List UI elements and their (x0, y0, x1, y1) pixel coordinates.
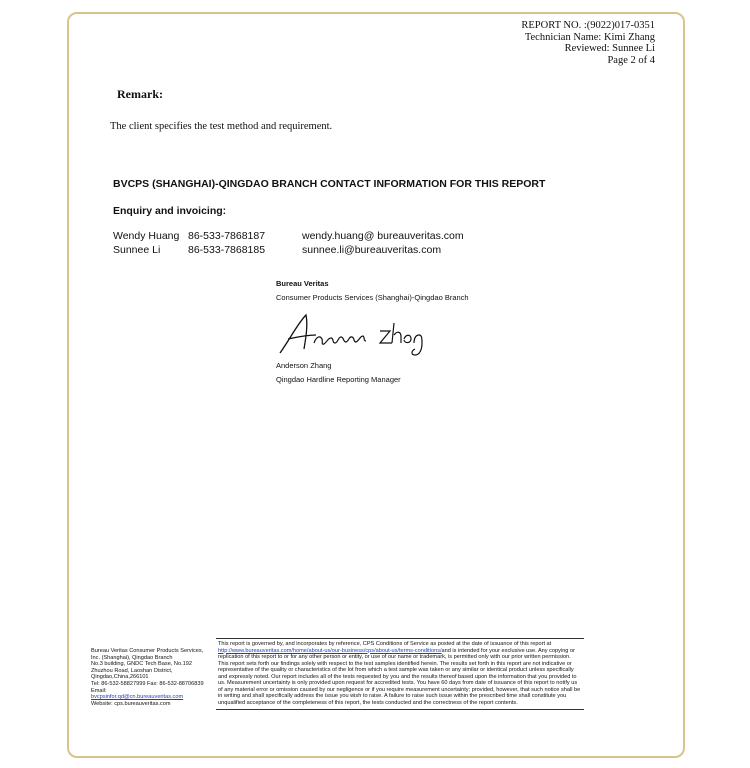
footer-address: No.3 building, GNDC Tech Base, No.192 Zhuzhou Road, Laoshan District, Qingdao,China,266101 (91, 661, 192, 681)
signatory-role: Qingdao Hardline Reporting Manager (276, 375, 401, 384)
contact-phone: 86-533-7868185 (188, 244, 266, 256)
contact-phone: 86-533-7868187 (188, 230, 266, 242)
signatory-name: Anderson Zhang (276, 361, 332, 370)
reviewed-by: Reviewed: Sunnee Li (564, 43, 655, 54)
contact-email: sunnee.li@bureauveritas.com (302, 244, 442, 256)
contact-section-title: BVCPS (SHANGHAI)-QINGDAO BRANCH CONTACT INFORMATION FOR THIS REPORT (113, 178, 546, 190)
contact-name: Wendy Huang (113, 230, 180, 242)
signature-branch: Consumer Products Services (Shanghai)-Qingdao Branch (276, 293, 469, 302)
footer-company: Bureau Veritas Consumer Products Services, Inc. (Shanghai), Qingdao Branch (91, 648, 204, 661)
disclaimer-text-rest: and is intended for your exclusive use. Any copying or replication of this report to or for any other person or entity, or use of our name or trademark, is permitted only with our prior written permission. This report sets forth our findings solely with respect to the test samples identified herein. The results set forth in this report are not indicative or representative of the quality or characteristics of the lot from which a test sample was taken or any similar or identical product unless specifically and expressly noted. Our report includes all of the tests requested by you and the results thereof based upon the information that you provided to us. Measurement uncertainty is only provided upon request for accredited tests. You have 60 days from date of issuance of this report to notify us of any material error or omission caused by our negligence or if you require measurement uncertainty; provided, however, that such notice shall be in writing and shall specifically address the issue you wish to raise. A failure to raise such issue within the prescribed time shall constitute you unqualified acceptance of the completeness of this report, the tests conducted and the correctness of the report contents. (218, 647, 581, 706)
contact-email: wendy.huang@ bureauveritas.com (302, 230, 464, 242)
handwritten-signature (276, 309, 436, 357)
enquiry-label: Enquiry and invoicing: (113, 205, 227, 217)
footer-address-block (91, 648, 209, 707)
report-number: REPORT NO. :(9022)017-0351 (521, 20, 655, 31)
disclaimer-text-start: This report is governed by, and incorporates by reference, CPS Conditions of Service as posted at the date of issuance of this report at (218, 641, 552, 647)
report-header (521, 20, 655, 66)
contact-name: Sunnee Li (113, 244, 161, 256)
footer-disclaimer (216, 638, 584, 710)
signature-org: Bureau Veritas (276, 279, 329, 288)
footer-email-label: Email: (91, 687, 107, 694)
signature-block (276, 279, 526, 394)
remark-body: The client specifies the test method and requirement. (110, 121, 333, 132)
footer-email-link[interactable]: bvcpsinfor.qd@cn.bureauveritas.com (91, 694, 184, 701)
terms-conditions-link[interactable]: http://www.bureauveritas.com/home/about-us/our-business/cps/about-us/terms-conditions/ (218, 647, 442, 654)
footer-phone: Tel: 86-532-58827999 Fax: 86-532-88706839 (91, 680, 204, 687)
page-number: Page 2 of 4 (607, 54, 655, 66)
technician-name: Technician Name: Kimi Zhang (524, 31, 655, 43)
remark-title: Remark: (117, 87, 163, 101)
footer-website: Website: cps.bureauveritas.com (91, 700, 171, 707)
